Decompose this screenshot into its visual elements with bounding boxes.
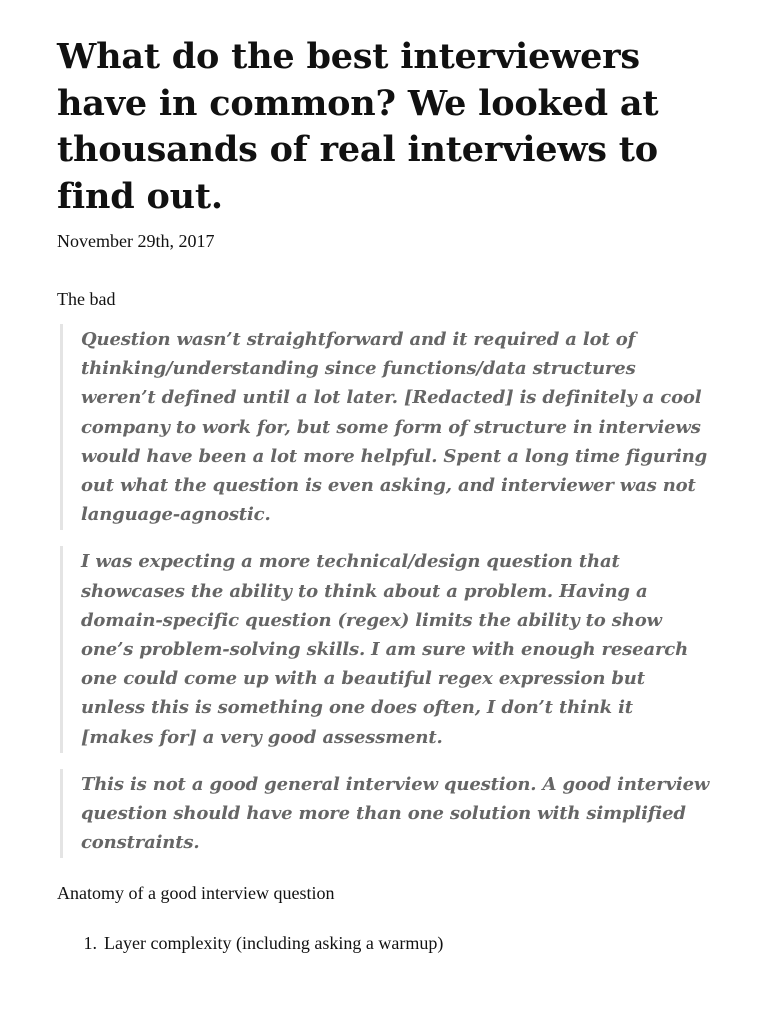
list-item-number: 1.	[83, 933, 97, 954]
blockquote: I was expecting a more technical/design question that showcases the ability to think about a problem. Having a domain-specific question (regex) limits the ability to show one’s problem-solving skills. I am sure with enough research one could come up with a beautiful regex expression but unless this is something one does often, I don’t think it [makes for] a very good assessment.	[60, 546, 711, 752]
article	[57, 0, 713, 955]
article-date: November 29th, 2017	[57, 231, 215, 251]
section-heading-the-bad: The bad	[57, 289, 116, 309]
article-title: What do the best interviewers have in common? We looked at thousands of real interviews to find out.	[57, 36, 659, 217]
list-item-text: Layer complexity (including asking a warmup)	[104, 933, 444, 954]
blockquote: This is not a good general interview question. A good interview question should have more than one solution with simplified constraints.	[60, 769, 711, 859]
list-item	[57, 931, 713, 955]
ordered-list	[57, 931, 713, 955]
blockquote: Question wasn’t straightforward and it required a lot of thinking/understanding since functions/data structures weren’t defined until a lot later. [Redacted] is definitely a cool company to work for, but some form of structure in interviews would have been a lot more helpful. Spent a long time figuring out what the question is even asking, and interviewer was not language-agnostic.	[60, 324, 711, 530]
section-heading-anatomy: Anatomy of a good interview question	[57, 883, 335, 904]
